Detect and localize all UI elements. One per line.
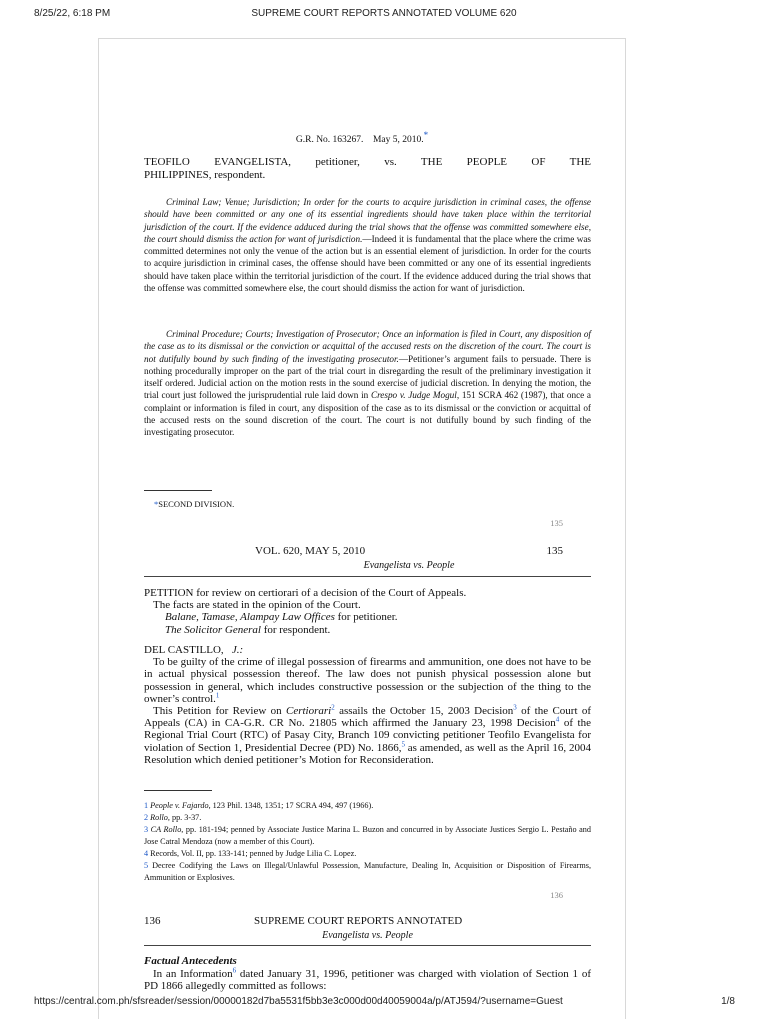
running-head-volume: VOL. 620, MAY 5, 2010 — [255, 545, 366, 557]
ponente-line — [144, 644, 591, 656]
facts-line: The facts are stated in the opinion of the Court. — [153, 599, 361, 612]
parties-line-1: TEOFILO EVANGELISTA, petitioner, vs. THE PEOPLE OF THE — [144, 156, 591, 168]
case-date: May 5, 2010. — [372, 135, 424, 145]
footnote-star-marker[interactable]: * — [154, 499, 159, 509]
page-number-marker-135: 135 — [550, 518, 563, 528]
page-number-marker-136: 136 — [550, 890, 563, 900]
footnote-ref-6[interactable]: 6 — [232, 966, 237, 975]
footnote-2: 2 Rollo, pp. 3-37. — [144, 813, 202, 822]
counsel-2-role: for respondent. — [260, 623, 331, 636]
opinion-paragraph-1: To be guilty of the crime of illegal possession of firearms and ammunition, one does not have to be in actual physical possession thereof. The law does not punish physical possession alone but possession in general, which includes constructive possession or the subjection of the thing to the owner’s control.$^1$ — [144, 656, 591, 705]
case-parties — [144, 156, 591, 182]
footnote-divider — [144, 490, 212, 491]
footnotes-135 — [144, 800, 591, 884]
petition-block — [144, 587, 591, 636]
counsel-1-name: Balane, Tamase, Alampay Law Offices — [165, 611, 335, 624]
counsel-2-name: The Solicitor General — [165, 623, 261, 636]
running-head-136 — [144, 915, 591, 929]
footnote-5: 5 Decree Codifying the Laws on Illegal/Unlawful Possession, Manufacture, Dealing In, Acquisition or Disposition of Firearms, Ammunition or Explosives. — [144, 861, 591, 882]
footnote-ref-5[interactable]: 5 — [401, 739, 405, 748]
running-head-rule-136 — [144, 945, 591, 946]
syllabus-1 — [144, 196, 591, 294]
print-page-indicator: 1/8 — [721, 996, 735, 1007]
division-footnote-link[interactable]: * — [423, 130, 429, 140]
syllabus-2-text-a: —Petitioner’s argument fails to persuade. There is nothing procedurally improper on the part of the trial court in disregarding the result of the preliminary investigation it itself ordered. Judicial action on the motion rests in the sound exercise of judicial discretion. In denying the motion, the trial court just followed the jurisprudential rule laid down in — [144, 353, 591, 401]
footnote-star — [154, 499, 625, 509]
footnote-ref-2[interactable]: 2 — [331, 703, 335, 712]
footnote-divider-2 — [144, 790, 212, 791]
syllabus-1-heading: Criminal Law; Venue; Jurisdiction; In order for the courts to acquire jurisdiction in criminal cases, the offense should have been committed or any one of its essential ingredients should have taken place within the territorial jurisdiction of the court. If the evidence adduced during the trial shows that the offense was committed somewhere else, the court should dismiss the action for want of jurisdiction. — [144, 197, 591, 244]
factual-paragraph: In an Information$^6$ dated January 31, 1996, petitioner was charged with violation of Section 1 of PD 1866 allegedly committed as follows: — [144, 966, 591, 993]
syllabus-2 — [144, 328, 591, 439]
opinion-block — [144, 644, 591, 766]
case-caption-136: Evangelista vs. People — [322, 930, 413, 941]
footnote-ref-4[interactable]: 4 — [555, 715, 560, 724]
cited-case: Crespo v. Judge Mogul — [370, 390, 457, 401]
running-head-rule — [144, 576, 591, 577]
opinion-paragraph-2: This Petition for Review on Certiorari$^2$ assails the October 15, 2003 Decision$^3$ of the Court of Appeals (CA) in CA-G.R. CR No. 21805 which affirmed the January 23, 1998 Decision$^4$ of the Regional Trial Court (RTC) of Pasay City, Branch 109 convicting petitioner Teofilo Evangelista for violation of Section 1, Presidential Decree (PD) No. 1866,$^5$ as amended, as well as the April 16, 2004 Resolution which denied petitioner’s Motion for Reconsideration. — [144, 703, 592, 766]
print-url: https://central.com.ph/sfsreader/session/00000182d7ba5531f5bb3e3c000d00d40059004a/p/ATJ594/?username=Guest — [34, 996, 563, 1007]
footnote-star-text: SECOND DIVISION. — [158, 499, 235, 509]
print-datetime: 8/25/22, 6:18 PM — [34, 8, 111, 19]
footnote-3: 3 CA Rollo, pp. 181-194; penned by Associate Justice Marina L. Buzon and concurred in by Associate Justices Sergio L. Pestaño and Jose Catral Mendoza (now a member of this Court). — [144, 825, 591, 846]
document-page — [98, 38, 626, 1019]
counsel-respondent — [144, 624, 591, 636]
ponente: DEL CASTILLO, — [144, 644, 224, 656]
ponente-title: J.: — [231, 644, 244, 656]
counsel-petitioner — [144, 611, 591, 623]
syllabus-2-text-b: , 151 SCRA 462 (1987), that once a complaint or information is filed in court, any disposition of the case as to its dismissal or the conviction or acquittal of the accused rests on the sound discretion of the court. The court is not dutifully bound by such finding of the investigating prosecutor. — [144, 390, 591, 438]
case-caption-135: Evangelista vs. People — [363, 560, 455, 571]
running-head-page-number-136: 136 — [144, 915, 161, 927]
footnote-ref-1[interactable]: 1 — [215, 691, 220, 700]
running-head-135 — [255, 545, 563, 559]
running-head-page-number: 135 — [546, 545, 563, 557]
parties-line-2: PHILIPPINES, respondent. — [144, 169, 266, 181]
footnote-ref-3[interactable]: 3 — [513, 703, 517, 712]
print-document-title: SUPREME COURT REPORTS ANNOTATED VOLUME 620 — [251, 8, 517, 19]
gr-number: G.R. No. 163267. — [295, 135, 364, 145]
footnote-4: 4 Records, Vol. II, pp. 133-141; penned by Judge Lilia C. Lopez. — [144, 849, 357, 858]
section-heading: Factual Antecedents — [144, 955, 237, 967]
syllabus-2-heading: Criminal Procedure; Courts; Investigation of Prosecutor; Once an information is filed in Court, any disposition of the case as to its dismissal or the conviction or acquittal of the accused rests on the discretion of the court. The court is not dutifully bound by such finding of the investigating prosecutor. — [144, 329, 591, 364]
footnote-1: 1 People v. Fajardo, 123 Phil. 1348, 1351; 17 SCRA 494, 497 (1966). — [144, 801, 374, 810]
counsel-1-role: for petitioner. — [334, 611, 398, 624]
case-gr-line — [99, 130, 625, 145]
running-head-title-136: SUPREME COURT REPORTS ANNOTATED — [254, 915, 463, 927]
syllabus-1-text: —Indeed it is fundamental that the place where the crime was committed determines not only the venue of the action but is an essential element of jurisdiction. In order for the courts to acquire jurisdiction in criminal cases, the offense should have been committed or any one of its essential ingredients should have taken place within the territorial jurisdiction of the court. If the evidence adduced during the trial shows that the offense was committed somewhere else, the court should dismiss the action for want of jurisdiction. — [144, 233, 591, 294]
petition-line: PETITION for review on certiorari of a decision of the Court of Appeals. — [144, 587, 467, 599]
